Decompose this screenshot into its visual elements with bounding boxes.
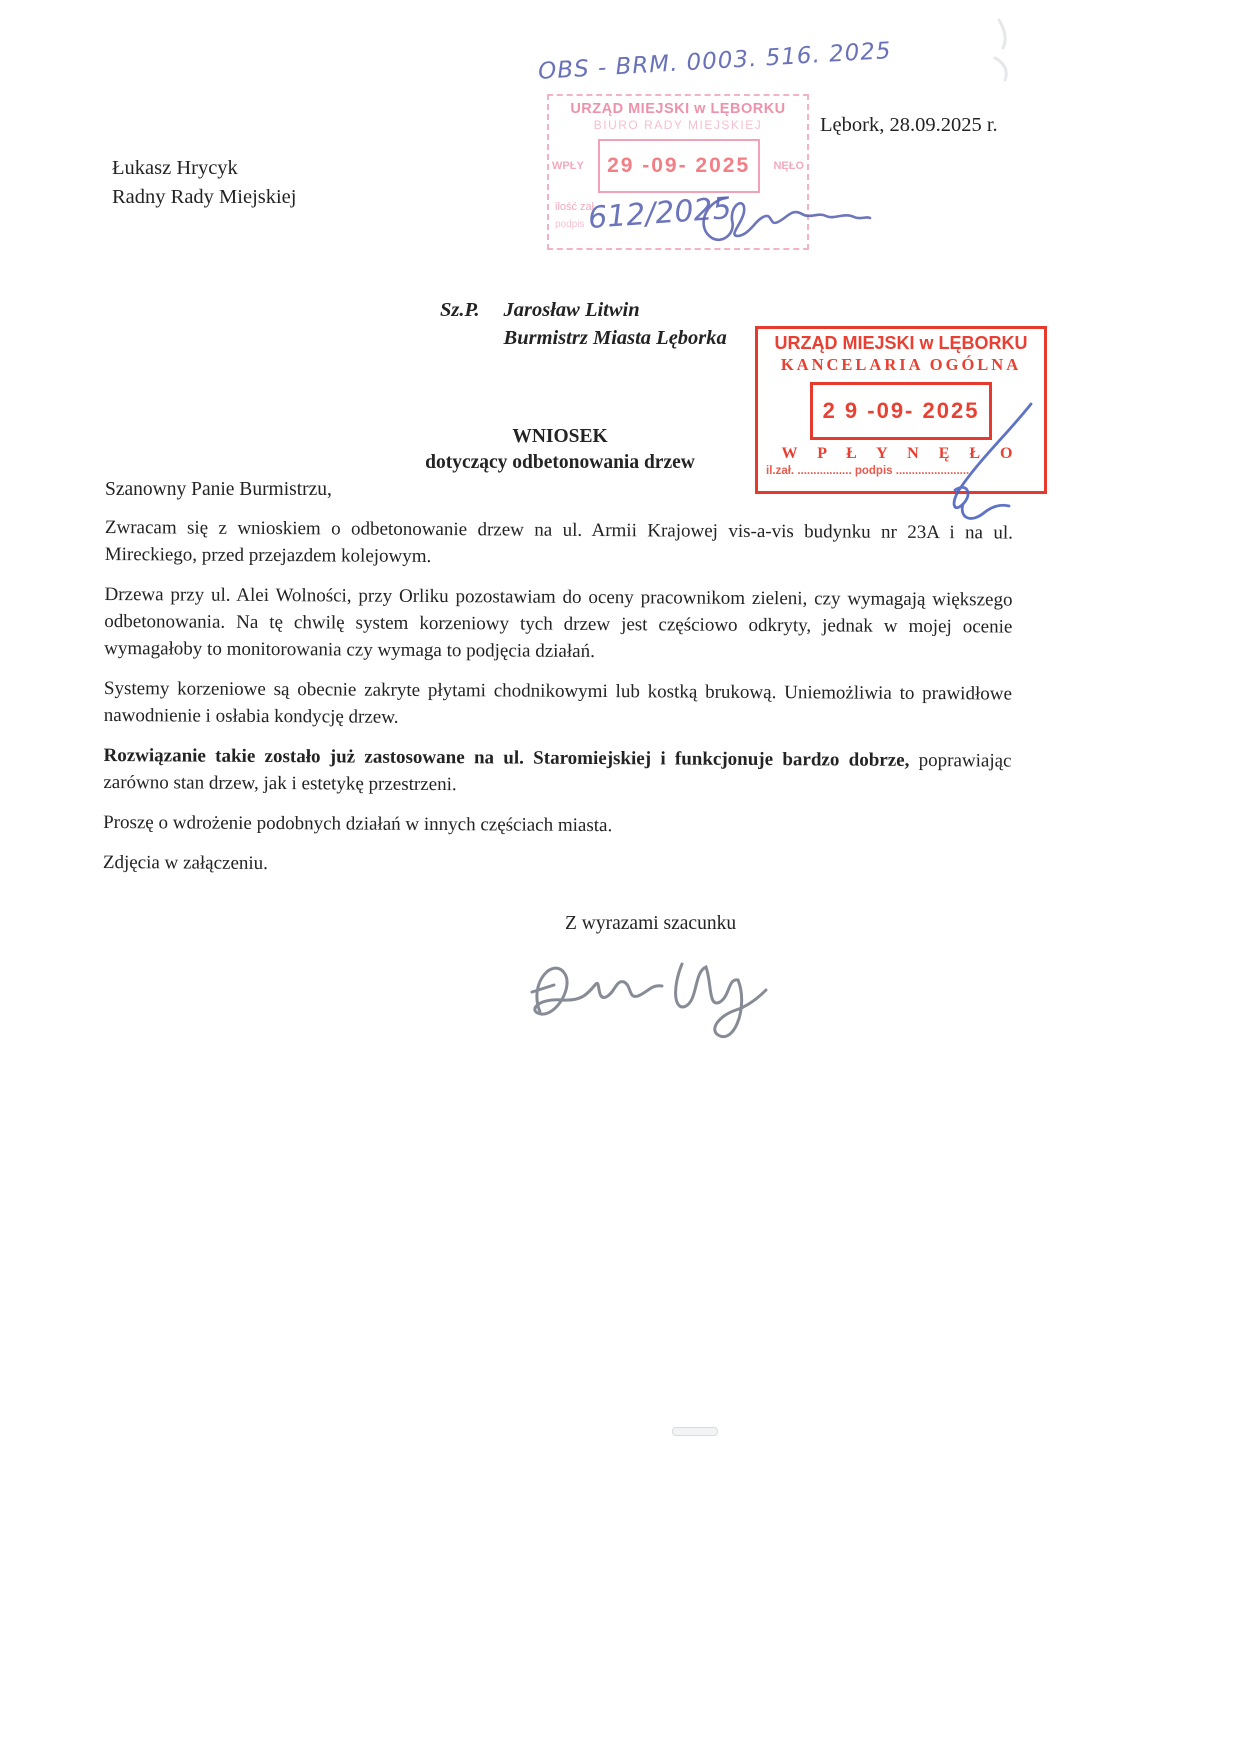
sender-block bbox=[112, 154, 296, 212]
letter-body bbox=[103, 514, 1013, 895]
paragraph bbox=[103, 809, 1011, 842]
stamp-attachments-dots: ................. bbox=[797, 465, 852, 477]
recipient-block bbox=[440, 296, 727, 352]
paragraph-text: poprawiając zarówno stan drzew, jak i estetykę przestrzeni. bbox=[103, 749, 1012, 796]
closing-line: Z wyrazami szacunku bbox=[565, 913, 737, 934]
sender-name: Łukasz Hrycyk bbox=[112, 157, 238, 179]
stamp-received-word-left: WPŁY bbox=[552, 160, 584, 172]
registrar-signature bbox=[692, 190, 872, 252]
handwritten-case-number: OBS - BRM. 0003. 516. 2025 bbox=[537, 37, 893, 85]
paragraph bbox=[105, 514, 1013, 574]
recipient-salutation: Sz.P. bbox=[440, 299, 480, 321]
stamp-date-box: 2 9 -09- 2025 bbox=[810, 382, 992, 440]
stamp-attachments-label: ilość zał. bbox=[555, 201, 598, 213]
paragraph bbox=[104, 675, 1012, 735]
stamp-attachments-label: il.zał. bbox=[766, 465, 795, 477]
recipient-name: Jarosław Litwin bbox=[503, 299, 640, 321]
place-date-line: Lębork, 28.09.2025 r. bbox=[820, 114, 998, 136]
greeting-line: Szanowny Panie Burmistrzu, bbox=[105, 479, 332, 500]
handwritten-registry-number: 612/2025 bbox=[586, 191, 733, 236]
paragraph-text: Systemy korzeniowe są obecnie zakryte płytami chodnikowymi lub kostką brukową. Uniemożliwia to prawidłowe nawodnienie i osłabia kondycję drzew. bbox=[103, 677, 1012, 728]
paragraph-bold: Rozwiązanie takie zostało już zastosowane na ul. Staromiejskiej i funkcjonuje bardzo dobrze, bbox=[103, 744, 910, 771]
paragraph bbox=[104, 581, 1012, 668]
scan-smudge bbox=[985, 14, 1021, 90]
letter-title: WNIOSEK bbox=[512, 426, 608, 447]
stamp-signature-dots: ....................... bbox=[895, 465, 970, 477]
stamp-registry-name: KANCELARIA OGÓLNA bbox=[780, 355, 1022, 374]
stamp-date-box: 29 -09- 2025 bbox=[598, 139, 760, 193]
letter-subtitle: dotyczący odbetonowania drzew bbox=[425, 452, 695, 473]
paragraph bbox=[103, 742, 1011, 802]
paragraph-text: Zwracam się z wnioskiem o odbetonowanie drzew na ul. Armii Krajowej vis-a-vis budynku nr 23A i na ul. Mireckiego, przed przejazdem kolejowym. bbox=[104, 516, 1013, 567]
paragraph-text: Proszę o wdrożenie podobnych działań w innych częściach miasta. bbox=[103, 811, 613, 837]
sender-handwritten-signature bbox=[520, 948, 780, 1048]
paragraph-text: Zdjęcia w załączeniu. bbox=[102, 851, 269, 875]
stamp-signature-label: podpis bbox=[854, 465, 893, 477]
stamp-received-word: W P Ł Y N Ę Ł O bbox=[781, 445, 1021, 462]
stamp-office-name: URZĄD MIEJSKI w LĘBORKU bbox=[570, 101, 786, 117]
letter-title-block bbox=[105, 424, 1015, 476]
recipient-title: Burmistrz Miasta Lęborka bbox=[503, 327, 727, 349]
sender-title: Radny Rady Miejskiej bbox=[112, 186, 297, 208]
stamp-office-name: URZĄD MIEJSKI w LĘBORKU bbox=[774, 333, 1028, 353]
scan-artifact bbox=[672, 1427, 718, 1436]
paragraph bbox=[103, 849, 1011, 882]
stamp-department-name: BIURO RADY MIEJSKIEJ bbox=[593, 118, 763, 132]
stamp-signature-label: podpis bbox=[555, 219, 585, 230]
paragraph-text: Drzewa przy ul. Alei Wolności, przy Orliku pozostawiam do oceny pracownikom zieleni, czy wymagają większego odbetonowania. Na tę chwilę system korzeniowy tych drzew jest częściowo odkryty, jednak w mojej ocenie wymagałoby to monitorowania czy wymaga to podjęcia działań. bbox=[104, 583, 1013, 662]
stamp-received-word-right: NĘŁO bbox=[773, 160, 804, 172]
